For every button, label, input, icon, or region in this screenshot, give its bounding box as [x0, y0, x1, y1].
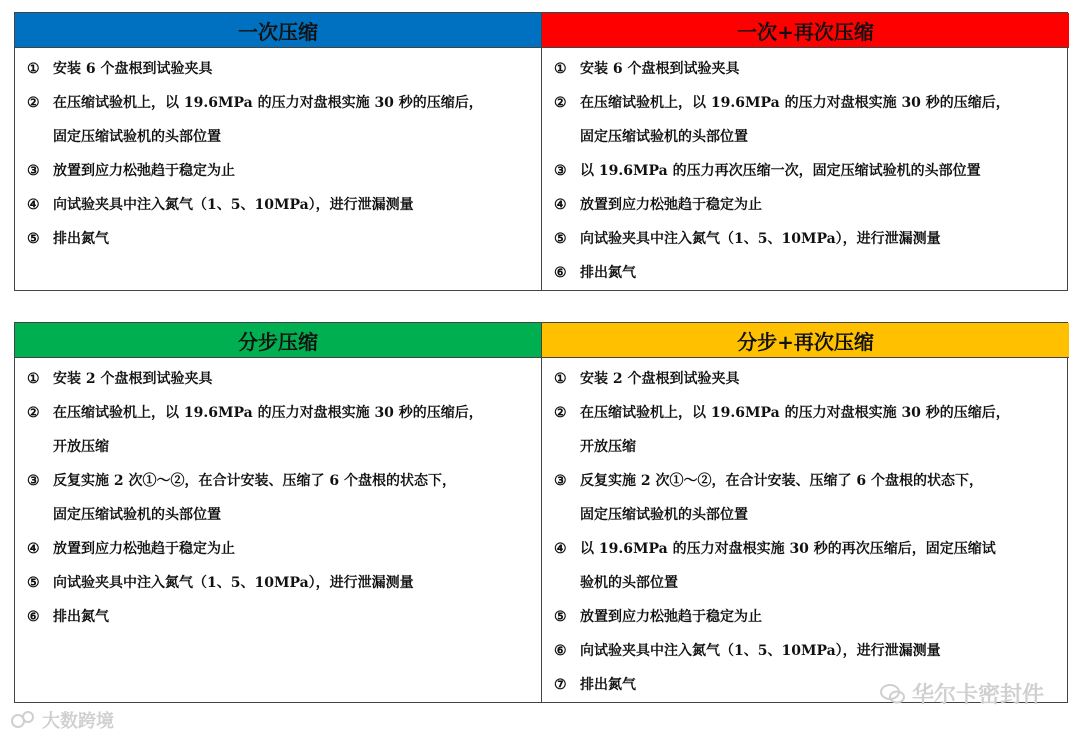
- wechat-icon: [880, 683, 906, 705]
- header-once-compression: 一次压缩: [15, 13, 541, 48]
- step-number: ⑥: [554, 265, 567, 281]
- step-number: ②: [554, 95, 567, 111]
- step-text: 向试验夹具中注入氮气（1、5、10MPa），进行泄漏测量: [53, 197, 414, 213]
- step-number: ④: [554, 541, 567, 557]
- step-item-continuation: [542, 498, 1069, 532]
- step-text: 开放压缩: [580, 439, 636, 455]
- step-item-continuation: [15, 498, 541, 532]
- brand-logo-icon: [10, 709, 36, 731]
- step-number: ③: [554, 163, 567, 179]
- step-text: 向试验夹具中注入氮气（1、5、10MPa），进行泄漏测量: [580, 643, 941, 659]
- step-text: 固定压缩试验机的头部位置: [580, 129, 748, 145]
- step-item: [15, 86, 541, 120]
- step-text: 放置到应力松弛趋于稳定为止: [580, 609, 762, 625]
- steps-list: [15, 48, 541, 256]
- step-item: [15, 362, 541, 396]
- step-text: 向试验夹具中注入氮气（1、5、10MPa），进行泄漏测量: [53, 575, 414, 591]
- step-item: [542, 532, 1069, 566]
- step-item: [542, 634, 1069, 668]
- step-item: [15, 396, 541, 430]
- step-item: [15, 464, 541, 498]
- step-text: 固定压缩试验机的头部位置: [53, 507, 221, 523]
- step-text: 安装 2 个盘根到试验夹具: [53, 371, 213, 387]
- watermark-right-text: 华尔卡密封件: [911, 683, 1044, 708]
- step-item: [15, 532, 541, 566]
- steps-list: [542, 358, 1069, 702]
- step-text: 在压缩试验机上，以 19.6MPa 的压力对盘根实施 30 秒的压缩后，: [53, 405, 483, 421]
- step-item-continuation: [542, 120, 1069, 154]
- watermark-right: [880, 678, 1044, 709]
- step-text: 开放压缩: [53, 439, 109, 455]
- step-text: 放置到应力松弛趋于稳定为止: [53, 163, 235, 179]
- step-text: 验机的头部位置: [580, 575, 678, 591]
- step-number: ⑦: [554, 677, 567, 693]
- step-text: 安装 2 个盘根到试验夹具: [580, 371, 740, 387]
- step-text: 以 19.6MPa 的压力再次压缩一次，固定压缩试验机的头部位置: [580, 163, 981, 179]
- header-stepwise-plus-recompression: 分步+再次压缩: [542, 323, 1069, 358]
- step-item: [15, 222, 541, 256]
- step-text: 放置到应力松弛趋于稳定为止: [53, 541, 235, 557]
- step-number: ③: [554, 473, 567, 489]
- step-item: [542, 154, 1069, 188]
- step-text: 固定压缩试验机的头部位置: [580, 507, 748, 523]
- step-text: 以 19.6MPa 的压力对盘根实施 30 秒的再次压缩后，固定压缩试: [580, 541, 996, 557]
- step-item-continuation: [15, 430, 541, 464]
- step-item: [15, 600, 541, 634]
- step-text: 排出氮气: [53, 231, 109, 247]
- column-stepwise-compression: [15, 323, 542, 702]
- step-text: 安装 6 个盘根到试验夹具: [53, 61, 213, 77]
- step-text: 放置到应力松弛趋于稳定为止: [580, 197, 762, 213]
- step-number: ①: [554, 371, 567, 387]
- step-number: ②: [554, 405, 567, 421]
- steps-list: [15, 358, 541, 634]
- step-item: [15, 188, 541, 222]
- step-text: 向试验夹具中注入氮气（1、5、10MPa），进行泄漏测量: [580, 231, 941, 247]
- step-item: [542, 188, 1069, 222]
- step-number: ④: [554, 197, 567, 213]
- step-item: [542, 256, 1069, 290]
- column-once-compression: [15, 13, 542, 290]
- step-number: ⑤: [27, 231, 40, 247]
- step-text: 固定压缩试验机的头部位置: [53, 129, 221, 145]
- step-text: 安装 6 个盘根到试验夹具: [580, 61, 740, 77]
- step-text: 在压缩试验机上，以 19.6MPa 的压力对盘根实施 30 秒的压缩后，: [53, 95, 483, 111]
- step-number: ③: [27, 473, 40, 489]
- step-number: ⑥: [27, 609, 40, 625]
- step-number: ⑤: [554, 609, 567, 625]
- step-number: ⑥: [554, 643, 567, 659]
- step-number: ①: [27, 371, 40, 387]
- header-stepwise-compression: 分步压缩: [15, 323, 541, 358]
- watermark-left: [10, 707, 114, 733]
- step-number: ②: [27, 95, 40, 111]
- step-item: [542, 52, 1069, 86]
- header-once-plus-recompression: 一次+再次压缩: [542, 13, 1069, 48]
- step-text: 反复实施 2 次①～②，在合计安装、压缩了 6 个盘根的状态下，: [580, 473, 983, 489]
- step-item-continuation: [542, 566, 1069, 600]
- step-item: [15, 566, 541, 600]
- step-text: 排出氮气: [580, 265, 636, 281]
- step-item-continuation: [542, 430, 1069, 464]
- step-text: 反复实施 2 次①～②，在合计安装、压缩了 6 个盘根的状态下，: [53, 473, 456, 489]
- watermark-left-text: 大数跨境: [42, 711, 114, 732]
- step-number: ③: [27, 163, 40, 179]
- step-item: [542, 464, 1069, 498]
- column-once-plus-recompression: [542, 13, 1069, 290]
- comparison-table-2: [14, 322, 1068, 703]
- step-text: 在压缩试验机上，以 19.6MPa 的压力对盘根实施 30 秒的压缩后，: [580, 405, 1010, 421]
- step-item: [542, 222, 1069, 256]
- step-item: [542, 396, 1069, 430]
- step-item: [542, 600, 1069, 634]
- step-item: [542, 86, 1069, 120]
- steps-list: [542, 48, 1069, 290]
- step-item-continuation: [15, 120, 541, 154]
- step-text: 在压缩试验机上，以 19.6MPa 的压力对盘根实施 30 秒的压缩后，: [580, 95, 1010, 111]
- step-number: ④: [27, 541, 40, 557]
- step-number: ④: [27, 197, 40, 213]
- step-item: [15, 52, 541, 86]
- step-item: [542, 362, 1069, 396]
- step-item: [15, 154, 541, 188]
- step-number: ①: [554, 61, 567, 77]
- step-number: ②: [27, 405, 40, 421]
- step-text: 排出氮气: [580, 677, 636, 693]
- comparison-table-1: [14, 12, 1068, 291]
- step-number: ⑤: [27, 575, 40, 591]
- column-stepwise-plus-recompression: [542, 323, 1069, 702]
- step-number: ①: [27, 61, 40, 77]
- step-number: ⑤: [554, 231, 567, 247]
- step-text: 排出氮气: [53, 609, 109, 625]
